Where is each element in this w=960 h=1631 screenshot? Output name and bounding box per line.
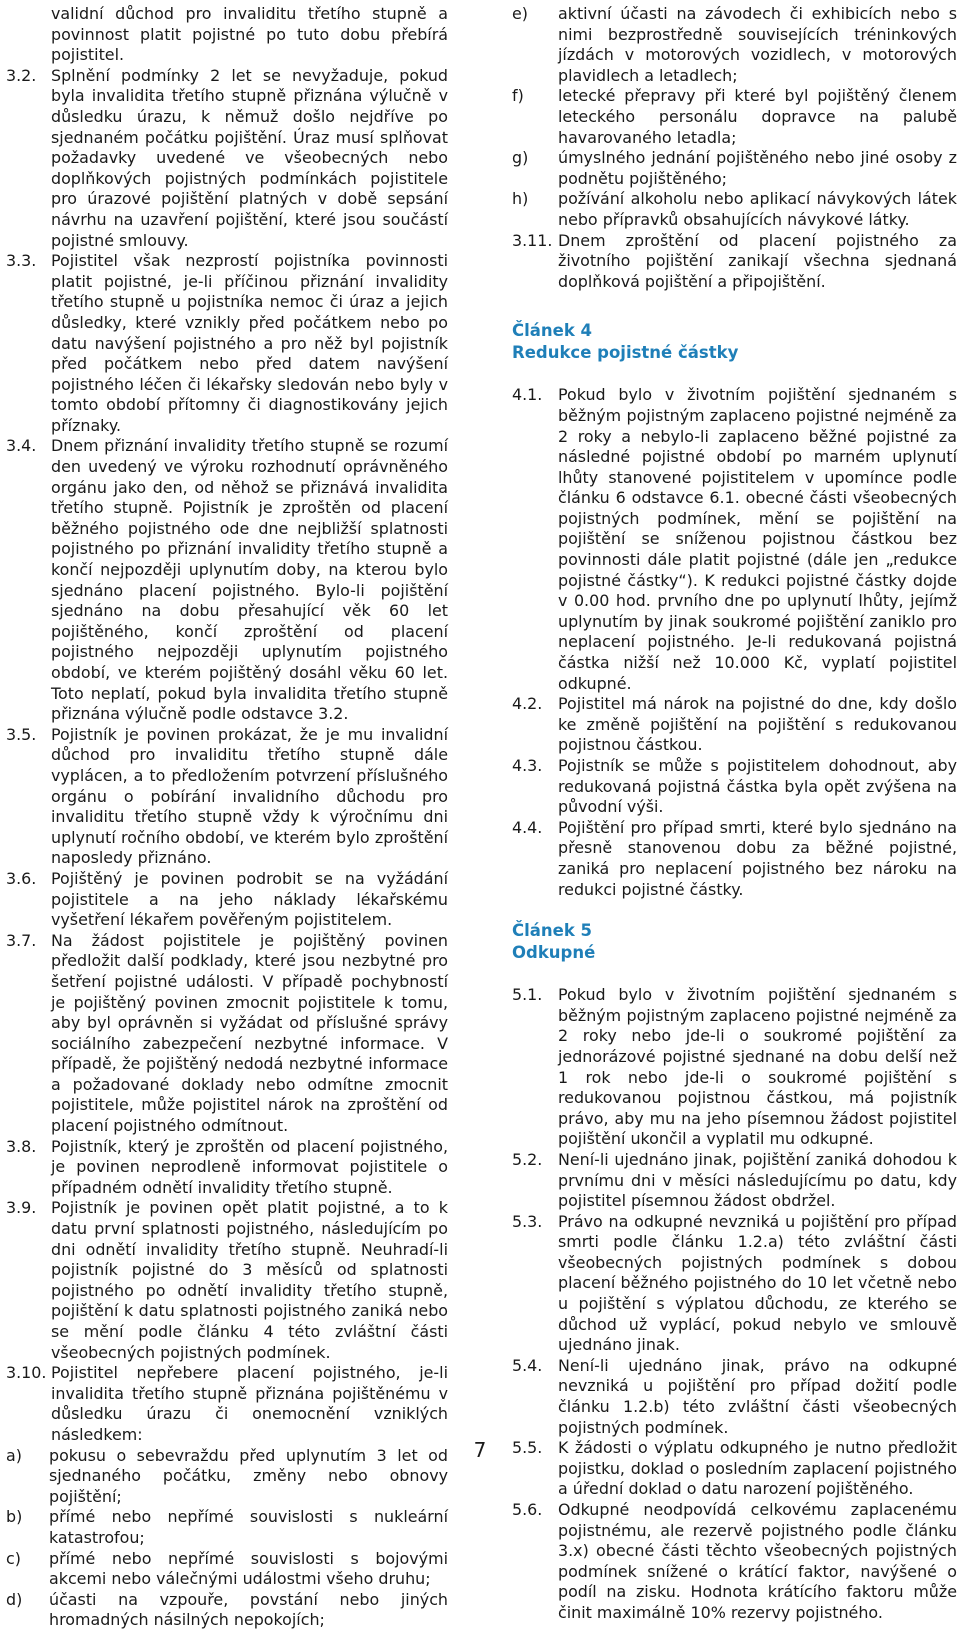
clause-text: Není-li ujednáno jinak, právo na odkupné nevzniká u pojištění pro případ dožití podle článku 1.2.b) této zvláštní části všeobecných pojistných podmínek. [558, 1355, 957, 1437]
clause-text: Pojistník, který je zproštěn od placení pojistného, je povinen neprodleně informovat pojistitele o případném odnětí invalidity třetího stupně. [51, 1136, 448, 1197]
exclusion-item-text: aktivní účasti na závodech či exhibicích nebo s nimi bezprostředně souvisejících tréninkových jízdách v motorových vozidlech, v motorových plavidlech a letadlech; [558, 4, 957, 85]
exclusion-item-text: přímé nebo nepřímé souvislosti s bojovými akcemi nebo válečnými událostmi všeho druhu; [49, 1548, 448, 1589]
clause [512, 385, 957, 694]
exclusion-item-number: h) [512, 189, 529, 209]
clause-text: Pojištěný je povinen podrobit se na vyžádání pojistitele a na jeho náklady lékařskému vyšetření lékařem pověřeným pojistitelem. [51, 868, 448, 930]
article-4-heading [512, 320, 957, 363]
exclusion-item-number: f) [512, 86, 524, 106]
clause [6, 869, 448, 931]
clause [512, 694, 957, 756]
clause [6, 66, 448, 251]
exclusion-item-text: letecké přepravy při které byl pojištěný členem leteckého personálu dopravce na palubě havarovaného letadla; [558, 86, 957, 147]
clause [6, 725, 448, 869]
article-5-number: Článek 5 [512, 921, 593, 941]
clause-text: Není-li ujednáno jinak, pojištění zaniká dohodou k prvnímu dni v měsíci následujícímu po datu, kdy pojistitel písemnou žádost obdržel. [558, 1149, 957, 1211]
article-5-title: Odkupné [512, 942, 596, 962]
clause-number: 3.6. [6, 868, 37, 888]
clause-text: Právo na odkupné nevzniká u pojištění pro případ smrti podle článku 1.2.a) této zvláštní části všeobecných pojistných podmínek s dobou placení běžného pojistného do 10 let včetně nebo u pojištění s výplatou důchodu, ze kterého se důchod už vyplácí, pokud nebylo ve smlouvě ujednáno jinak. [558, 1211, 957, 1355]
exclusion-item [512, 148, 957, 189]
clause-number: 5.6. [512, 1500, 543, 1519]
exclusion-item-number: a) [6, 1445, 22, 1465]
page-number: 7 [473, 1438, 487, 1462]
clause-text: Odkupné neodpovídá celkovému zaplacenému pojistnému, ale rezervě pojistného podle článku 3.x) obecné části těchto všeobecných pojistných podmínek snížené o krátící faktor, navýšené o podíl na zisku. Hodnota krátícího faktoru může činit maximálně 10% rezervy pojistného. [558, 1500, 957, 1622]
clause-number: 3.7. [6, 930, 37, 950]
exclusion-item-number: b) [6, 1507, 23, 1527]
clause-number: 5.3. [512, 1211, 543, 1231]
clause-text: Pojistitel nepřebere placení pojistného, je-li invalidita třetího stupně přiznána pojištěnému v důsledku úrazu či onemocnění vzniklých následkem: [51, 1363, 448, 1444]
clause-number: 4.2. [512, 694, 543, 714]
clause-number: 3.5. [6, 724, 37, 744]
clause-text: Pojistitel však nezprostí pojistníka povinnosti platit pojistné, je-li příčinou přiznání invalidity třetího stupně u pojistníka nemoc či úraz a jejich důsledky, které vznikly před počátkem nebo po datu navýšení pojistného a pro něž byl pojistník před počátkem nebo před datem navýšení pojistného léčen či lékařsky sledován nebo byly v tomto období přítomny či diagnostikovány jejich příznaky. [51, 251, 448, 435]
clause [512, 756, 957, 818]
exclusion-item [6, 1590, 448, 1631]
exclusion-item [512, 86, 957, 148]
clause-number: 3.4. [6, 436, 37, 456]
clause-text: Pojistitel má nárok na pojistné do dne, kdy došlo ke změně pojištění na pojištění s redukovanou pojistnou částkou. [558, 694, 957, 755]
clause-text: Dnem přiznání invalidity třetího stupně se rozumí den uvedený ve výroku rozhodnutí oprávněného orgánu jako den, od něhož se přiznává invalidita třetího stupně. Pojistník je zproštěn od placení běžného pojistného ode dne nejbližší splatnosti pojistného po přiznání invalidity třetího stupně a končí nejpozději uplynutím doby, na kterou bylo sjednáno placení pojistného. Bylo-li pojištění sjednáno na dobu přesahující věk 60 let pojištěného, končí zproštění od placení pojistného nejpozději uplynutím pojistného období, ve kterém pojištěný dosáhl věku 60 let. Toto neplatí, pokud byla invalidita třetího stupně přiznána výlučně podle odstavce 3.2. [51, 436, 448, 724]
clause-number: 3.10. [6, 1363, 47, 1383]
exclusion-item [512, 189, 957, 230]
clause [512, 1356, 957, 1438]
clause-3-11: 3.11. Dnem zproštění od placení pojistného za životního pojištění zanikají všechna sjednaná doplňková pojištění a připojištění. [512, 230, 957, 291]
exclusion-item [512, 4, 957, 86]
clause [6, 251, 448, 436]
clause-text: Pojistník se může s pojistitelem dohodnout, aby redukovaná pojistná částka byla opět zvýšena na původní výši. [558, 756, 957, 817]
clause-number: 3.3. [6, 251, 37, 271]
exclusion-item [6, 1549, 448, 1590]
exclusion-item-text: přímé nebo nepřímé souvislosti s nukleární katastrofou; [49, 1507, 448, 1547]
clause-text: Pokud bylo v životním pojištění sjednaném s běžným pojistným zaplaceno pojistné nejméně za 2 roky a nebylo-li zaplaceno běžné pojistné za následné pojistné období po marném uplynutí lhůty stanovené pojistitelem v upomínce podle článku 6 odstavce 6.1. obecné části všeobecných pojistných podmínek, mění se pojištění na pojištění se sníženou pojistnou částkou bez povinnosti dále platit pojistné (dále jen „redukce pojistné částky“). K redukci pojistné částky dojde v 0.00 hod. prvního dne po uplynutí lhůty, jejímž uplynutím by jinak soukromé pojištění zaniklo pro neplacení pojistného. Je-li redukovaná pojistná částka nižší než 10.000 Kč, vyplatí pojistitel odkupné. [558, 385, 957, 693]
exclusion-item-text: požívání alkoholu nebo aplikací návykových látek nebo přípravků obsahujících návykové látky. [558, 189, 957, 229]
clause-number: 3.8. [6, 1136, 37, 1156]
clause [6, 436, 448, 724]
clause-number: 5.1. [512, 985, 543, 1005]
clause-number: 4.3. [512, 756, 543, 775]
clause-text: Pojistník je povinen prokázat, že je mu invalidní důchod pro invaliditu třetího stupně dále vyplácen, a to předložením potvrzení příslušného orgánu o pobírání invalidního důchodu pro invaliditu třetího stupně vždy k výročnímu dni uplynutí ročního období, ve kterém bylo zproštění naposledy přiznáno. [51, 724, 448, 868]
clause [512, 1500, 957, 1624]
article-4-number: Článek 4 [512, 321, 593, 341]
article-5-heading [512, 920, 957, 963]
exclusion-item-number: e) [512, 4, 528, 23]
clause-text: Pojištění pro případ smrti, které bylo sjednáno na přesně stanovenou dobu za běžné pojistné, zaniká pro neplacení pojistného bez nároku na redukci pojistné částky. [558, 817, 957, 899]
article-4-title: Redukce pojistné částky [512, 342, 739, 362]
clause [6, 1198, 448, 1363]
exclusion-item-number: g) [512, 148, 529, 168]
clause [6, 1363, 448, 1445]
intro-paragraph: validní důchod pro invaliditu třetího stupně a povinnost platit pojistné po tuto dobu přebírá pojistitel. [51, 4, 448, 65]
clause-text: Na žádost pojistitele je pojištěný povinen předložit další podklady, které jsou nezbytné pro šetření pojistné události. V případě pochybností je pojištěný povinen zmocnit pojistitele k tomu, aby byl oprávněn si vyžádat od příslušné správy sociálního zabezpečení nezbytné informace. V případě, že pojištěný nedodá nezbytné informace a požadované doklady nebo odmítne zmocnit pojistitele, může pojistitel nárok na zproštění od placení pojistného odmítnout. [51, 930, 448, 1136]
right-column [512, 4, 957, 1624]
exclusion-item-text: účasti na vzpouře, povstání nebo jiných hromadných násilných nepokojích; [49, 1589, 448, 1630]
exclusion-item-text: pokusu o sebevraždu před uplynutím 3 let od sjednaného počátku, změny nebo obnovy pojištění; [49, 1445, 448, 1506]
clause-number: 5.2. [512, 1149, 543, 1169]
clause [6, 931, 448, 1137]
exclusion-item [6, 1507, 448, 1548]
clause-text: K žádosti o výplatu odkupného je nutno předložit pojistku, doklad o posledním zaplacení pojistného a úřední doklad o datu narození pojištěného. [558, 1438, 957, 1499]
left-column [6, 4, 448, 1631]
clause-text: Splnění podmínky 2 let se nevyžaduje, pokud byla invalidita třetího stupně přiznána výlučně v důsledku úrazu, k němuž došlo nejdříve po sjednaném počátku pojištění. Úraz musí splňovat požadavky uvedené ve všeobecných nebo doplňkových pojistných podmínkách pojistitele pro úrazové pojištění platných v době sepsání návrhu na uzavření pojištění, které jsou součástí pojistné smlouvy. [51, 65, 448, 250]
clause-number: 3.2. [6, 65, 37, 85]
exclusion-item-number: c) [6, 1548, 21, 1568]
clause-text: Pojistník je povinen opět platit pojistné, a to k datu první splatnosti pojistného, následujícím po dni odnětí invalidity třetího stupně. Neuhradí-li pojistník pojistné do 3 měsíců od splatnosti pojistného po odnětí invalidity třetího stupně, pojištění k datu splatnosti pojistného zaniká nebo se mění podle článku 4 této zvláštní části všeobecných pojistných podmínek. [51, 1198, 448, 1362]
clause [512, 985, 957, 1150]
clause [512, 1212, 957, 1356]
clause [512, 1150, 957, 1212]
clause [6, 1137, 448, 1199]
clause-number: 4.1. [512, 385, 543, 405]
clause-number: 3.9. [6, 1198, 37, 1218]
clause-number: 5.4. [512, 1355, 543, 1375]
clause [512, 818, 957, 900]
clause-number: 5.5. [512, 1438, 543, 1458]
clause-text: Pokud bylo v životním pojištění sjednaném s běžným pojistným zaplaceno pojistné nejméně za 2 roky nebo jde-li o soukromé pojištění za jednorázové pojistné sjednané na dobu delší než 1 rok nebo jde-li o soukromé pojištění s redukovanou pojistnou částkou, má pojistník právo, aby mu na jeho písemnou žádost pojistitel pojištění ukončil a vyplatil mu odkupné. [558, 985, 957, 1149]
clause-number: 4.4. [512, 817, 543, 837]
exclusion-item-text: úmyslného jednání pojištěného nebo jiné osoby z podnětu pojištěného; [558, 148, 957, 188]
exclusion-item-number: d) [6, 1589, 23, 1609]
